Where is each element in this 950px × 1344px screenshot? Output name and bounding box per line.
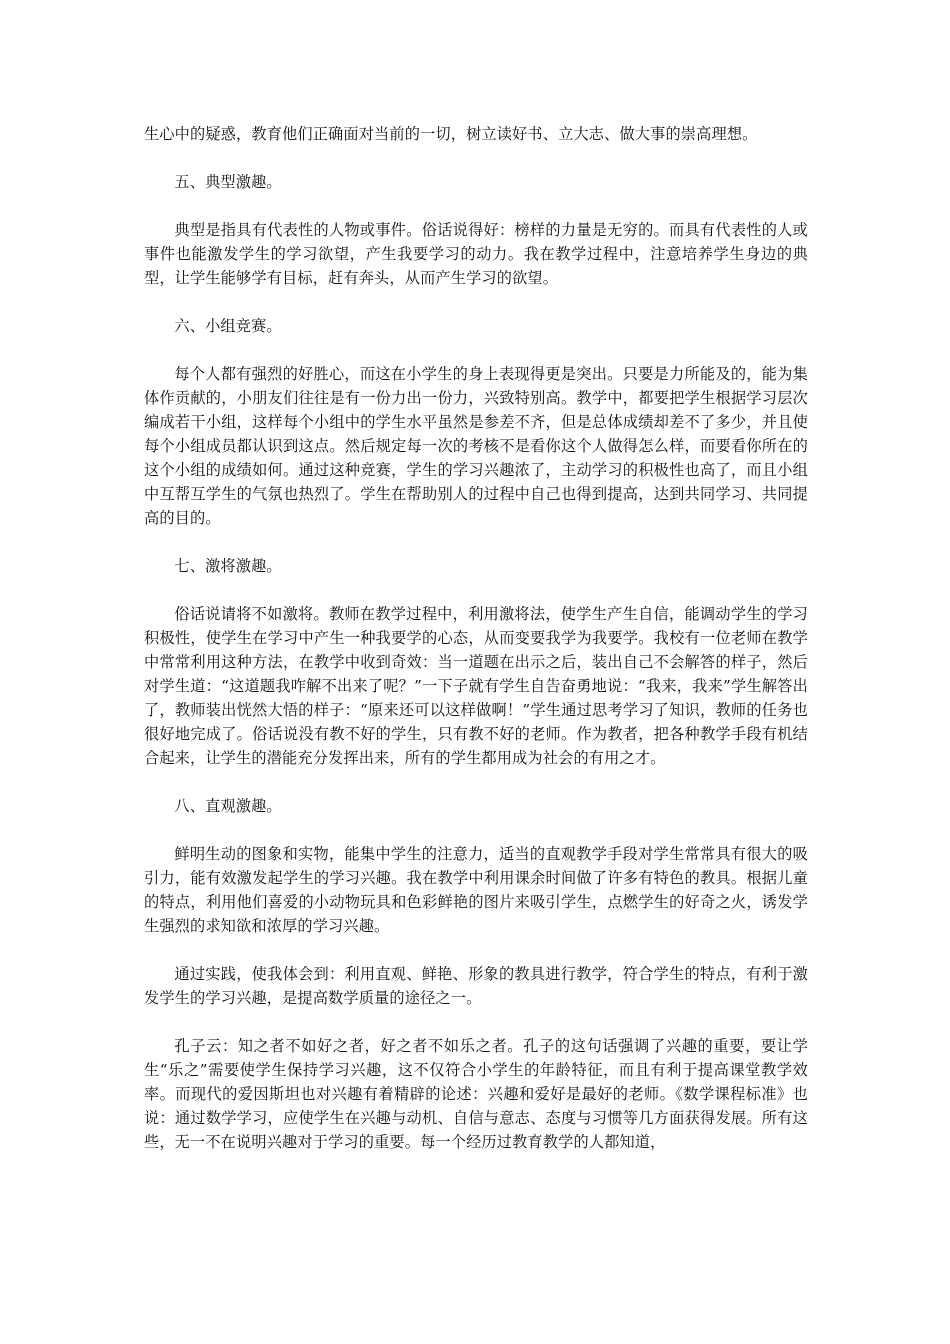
paragraph-visual-aids: 鲜明生动的图象和实物，能集中学生的注意力，适当的直观教学手段对学生常常具有很大的吸引力，能有效激发起学生的学习兴趣。我在教学中利用课余时间做了许多有特色的教具。根据儿童的特点，利用他们喜爱的小动物玩具和色彩鲜艳的图片来吸引学生，点燃学生的好奇之火，诱发学生强烈的求知欲和浓厚的学习兴趣。 — [144, 845, 808, 935]
paragraph-confucius: 孔子云：知之者不如好之者，好之者不如乐之者。孔子的这句话强调了兴趣的重要，要让学生“乐之”需要使学生保持学习兴趣，这不仅符合小学生的年龄特征，而且有利于提高课堂教学效率。而现代的爱因斯坦也对兴趣有着精辟的论述：兴趣和爱好是最好的老师。《数学课程标准》也说：通过数学学习，应使学生在兴趣与动机、自信与意志、态度与习惯等几方面获得发展。所有这些，无一不在说明兴趣对于学习的重要。每一个经历过教育教学的人都知道， — [144, 1037, 808, 1151]
paragraph-practice: 通过实践，使我体会到：利用直观、鲜艳、形象的教具进行教学，符合学生的特点，有利于激发学生的学习兴趣，是提高数学质量的途径之一。 — [144, 965, 808, 1007]
paragraph-group-competition: 每个人都有强烈的好胜心，而这在小学生的身上表现得更是突出。只要是力所能及的，能为集体作贡献的，小朋友们往往是有一份力出一份力，兴致特别高。教学中，都要把学生根据学习层次编成若干小组，这样每个小组中的学生水平虽然是参差不齐，但是总体成绩却差不了多少，并且使每个小组成员都认识到这点。然后规定每一次的考核不是看你这个人做得怎么样，而要看你所在的这个小组的成绩如何。通过这种竞赛，学生的学习兴趣浓了，主动学习的积极性也高了，而且小组中互帮互学生的气氛也热烈了。学生在帮助别人的过程中自己也得到提高，达到共同学习、共同提高的目的。 — [144, 365, 808, 527]
document-page — [144, 122, 808, 1178]
section-heading-8: 八、直观激趣。 — [174, 797, 282, 815]
section-heading-7: 七、激将激趣。 — [174, 557, 282, 575]
section-heading-5: 五、典型激趣。 — [174, 173, 282, 191]
section-heading-6: 六、小组竞赛。 — [174, 317, 282, 335]
paragraph-continuation: 生心中的疑惑，教育他们正确面对当前的一切，树立读好书、立大志、做大事的崇高理想。 — [144, 125, 758, 143]
paragraph-provocation: 俗话说请将不如激将。教师在教学过程中，利用激将法，使学生产生自信，能调动学生的学习积极性，使学生在学习中产生一种我要学的心态，从而变要我学为我要学。我校有一位老师在教学中常常利用这种方法，在教学中收到奇效：当一道题在出示之后，装出自己不会解答的样子，然后对学生道：“这道题我咋解不出来了呢？”一下子就有学生自告奋勇地说：“我来，我来”学生解答出了，教师装出恍然大悟的样子：“原来还可以这样做啊！”学生通过思考学习了知识，教师的任务也很好地完成了。俗话说没有教不好的学生，只有教不好的老师。作为教者，把各种教学手段有机结合起来，让学生的潜能充分发挥出来，所有的学生都用成为社会的有用之才。 — [144, 605, 808, 767]
paragraph-typical-interest: 典型是指具有代表性的人物或事件。俗话说得好：榜样的力量是无穷的。而具有代表性的人或事件也能激发学生的学习欲望，产生我要学习的动力。我在教学过程中，注意培养学生身边的典型，让学生能够学有目标，赶有奔头，从而产生学习的欲望。 — [144, 221, 808, 287]
